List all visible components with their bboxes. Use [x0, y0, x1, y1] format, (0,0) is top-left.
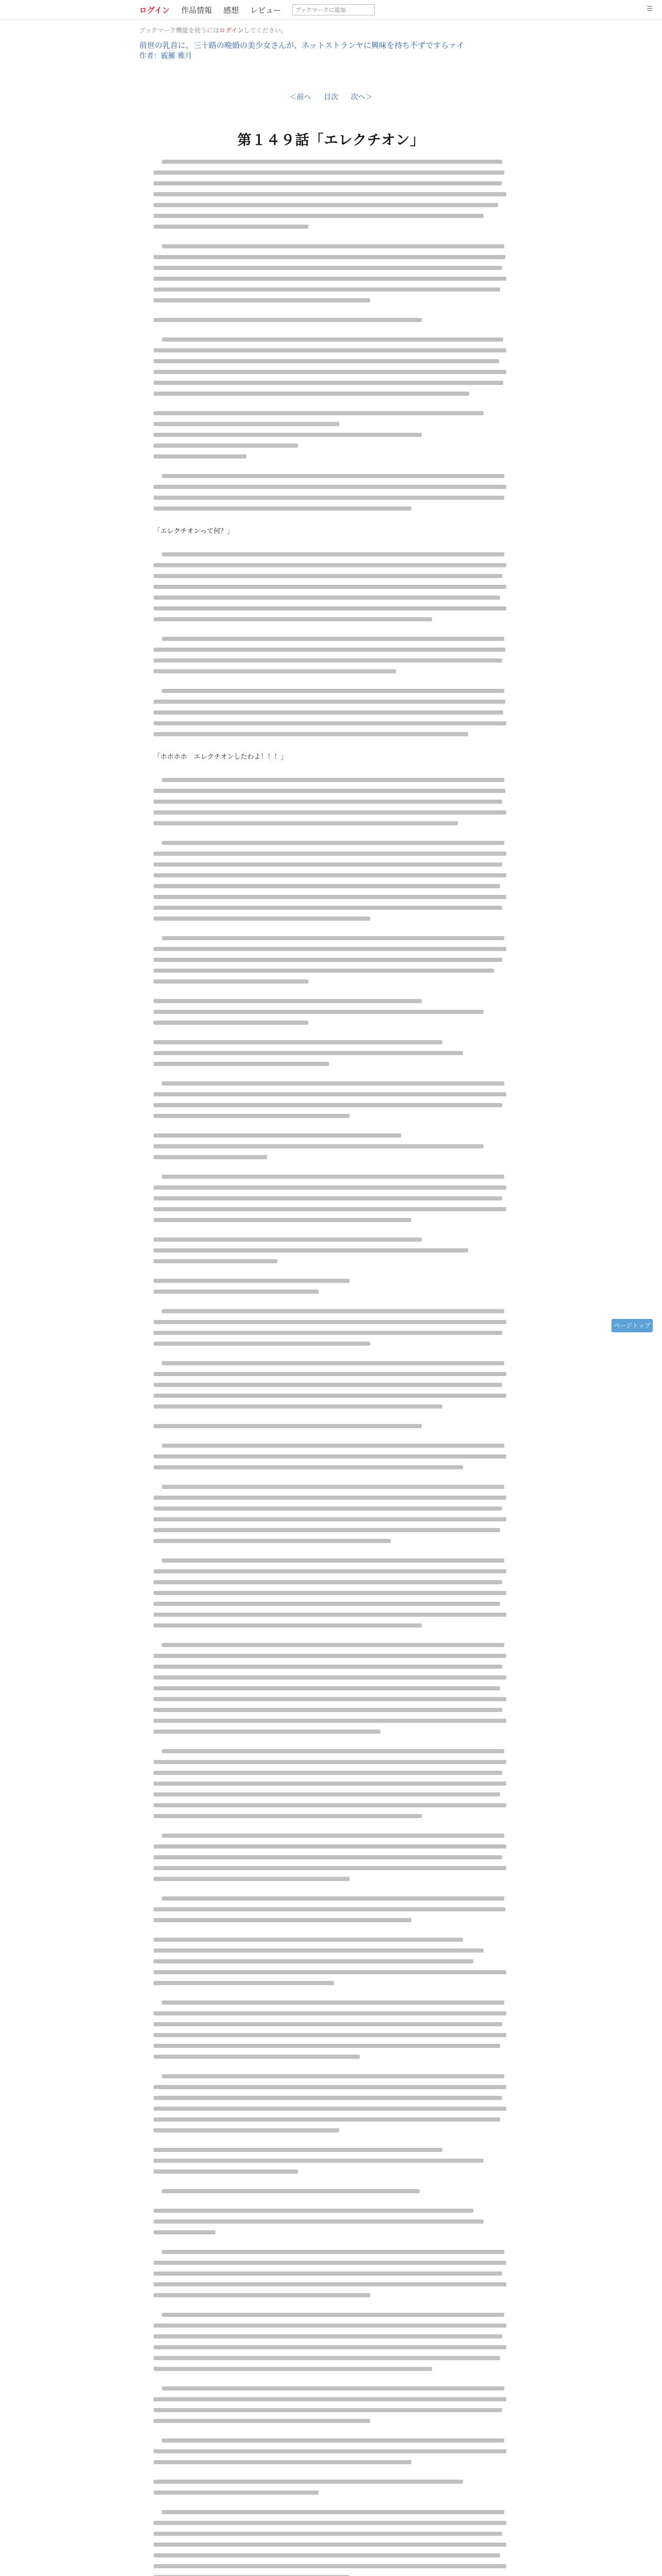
paragraph	[154, 637, 509, 673]
text-line	[154, 873, 506, 877]
text-line	[154, 1844, 506, 1849]
text-line	[154, 884, 500, 888]
text-line	[162, 1444, 504, 1448]
paragraph	[154, 1485, 509, 1543]
paragraph	[154, 936, 509, 984]
text-line	[154, 710, 503, 715]
text-line	[162, 1175, 504, 1179]
text-line	[154, 1528, 500, 1532]
text-line	[162, 1485, 504, 1489]
text-line	[154, 1948, 484, 1953]
paragraph	[154, 318, 509, 322]
text-line	[154, 2209, 473, 2213]
text-line	[154, 2449, 506, 2453]
text-line	[154, 1803, 506, 1807]
login-link[interactable]: ログイン	[139, 5, 170, 15]
text-line	[154, 2170, 298, 2174]
text-line	[154, 1342, 370, 1346]
text-line	[154, 2521, 506, 2525]
text-line	[154, 1133, 401, 1138]
text-line	[154, 969, 494, 973]
text-line	[154, 203, 498, 207]
text-line	[154, 2282, 506, 2286]
text-line	[154, 1454, 506, 1459]
text-line	[154, 214, 484, 218]
text-line	[154, 862, 502, 867]
paragraph	[154, 160, 509, 229]
text-line	[162, 1643, 504, 1647]
paragraph	[154, 2480, 509, 2495]
text-line	[154, 979, 308, 984]
text-line	[154, 1517, 506, 1521]
text-line	[154, 181, 502, 185]
text-line	[154, 496, 504, 500]
text-line	[154, 1320, 506, 1324]
paragraph	[154, 2250, 509, 2297]
text-line	[154, 1730, 380, 1734]
text-line	[154, 669, 396, 673]
text-line	[154, 2460, 411, 2464]
text-line	[154, 2356, 500, 2360]
text-line	[154, 277, 506, 281]
text-line	[154, 800, 502, 804]
text-line	[162, 1749, 504, 1753]
notice-suffix: してください。	[243, 27, 287, 34]
text-line	[154, 596, 500, 600]
notice-prefix: ブックマーク機能を使うには	[139, 27, 220, 34]
text-line	[154, 2532, 502, 2536]
author-label: 作者：	[139, 52, 161, 60]
text-line	[154, 789, 505, 793]
paragraph	[154, 1040, 509, 1066]
text-line	[162, 778, 504, 782]
text-line	[154, 1103, 502, 1107]
paragraph	[154, 2313, 509, 2371]
pager	[0, 92, 662, 102]
text-line	[154, 1238, 422, 1242]
paragraph	[154, 1175, 509, 1222]
text-line	[154, 2148, 442, 2152]
text-line	[154, 2324, 506, 2328]
paragraph	[154, 778, 509, 825]
text-line	[154, 1539, 391, 1543]
text-line	[154, 1010, 484, 1014]
text-line	[154, 1372, 506, 1376]
text-line	[154, 1144, 484, 1148]
paragraph	[154, 2074, 509, 2132]
text-line	[154, 2055, 360, 2059]
paragraph	[154, 552, 509, 621]
text-line	[154, 2011, 506, 2015]
text-line	[162, 2189, 420, 2193]
text-line	[154, 392, 469, 396]
text-line	[162, 2074, 504, 2078]
text-line	[154, 1970, 506, 1974]
text-line	[162, 689, 504, 693]
text-line	[154, 2085, 506, 2089]
notice-login-link[interactable]: ログイン	[219, 27, 244, 34]
text-line	[154, 1719, 506, 1723]
text-line	[154, 700, 505, 704]
paragraph	[154, 1938, 509, 1985]
paragraph	[154, 2001, 509, 2059]
text-line	[154, 422, 339, 426]
text-line	[154, 1290, 319, 1294]
text-line	[162, 637, 504, 641]
text-line	[154, 2117, 500, 2122]
paragraph	[154, 2438, 509, 2464]
text-line	[154, 2419, 370, 2423]
paragraph	[154, 411, 509, 459]
text-line	[162, 2438, 504, 2443]
paragraph	[154, 2148, 509, 2174]
text-line	[162, 160, 502, 164]
text-line	[154, 1697, 506, 1701]
text-line	[154, 917, 370, 921]
text-line	[154, 318, 422, 322]
text-line	[154, 1981, 334, 1985]
text-line	[154, 444, 298, 448]
dialogue-line: 「ホホホホ エレクチオンしたわよ！！！」	[154, 753, 288, 761]
text-line	[154, 810, 506, 815]
text-line	[154, 370, 506, 374]
paragraph	[154, 474, 509, 511]
text-line	[154, 1771, 502, 1775]
text-line	[154, 563, 506, 567]
text-line	[154, 2261, 506, 2265]
text-line	[154, 1686, 500, 1690]
text-line	[154, 225, 308, 229]
text-line	[154, 1155, 267, 1159]
text-line	[154, 1248, 468, 1252]
text-line	[154, 485, 506, 489]
text-line	[162, 2510, 504, 2514]
text-line	[154, 506, 411, 511]
text-line	[154, 454, 246, 459]
paragraph	[154, 1133, 509, 1159]
text-line	[154, 585, 506, 589]
text-line	[154, 2367, 432, 2371]
text-line	[154, 2334, 502, 2338]
text-line	[154, 1196, 502, 1200]
paragraph	[154, 2386, 509, 2423]
text-line	[162, 244, 504, 248]
text-line	[154, 1218, 411, 1222]
toc-link[interactable]: 目次	[324, 93, 338, 101]
text-line	[154, 732, 468, 736]
paragraph	[154, 1558, 509, 1628]
paragraph	[154, 841, 509, 921]
paragraph	[154, 1749, 509, 1818]
paragraph	[154, 999, 509, 1025]
text-line	[162, 552, 504, 556]
text-line	[154, 348, 506, 352]
text-line	[154, 1185, 506, 1190]
text-line	[154, 2022, 502, 2026]
text-line	[154, 1496, 506, 1500]
page-top-button[interactable]: ページトップへ	[611, 1319, 653, 1332]
paragraph	[154, 1643, 509, 1734]
paragraph	[154, 1834, 509, 1881]
text-line	[154, 1114, 350, 1118]
text-line	[154, 2397, 506, 2401]
text-line	[154, 1580, 502, 1584]
nav-work-info[interactable]: 作品情報	[181, 5, 212, 15]
text-line	[154, 606, 506, 611]
text-line	[154, 1708, 502, 1712]
text-line	[154, 2096, 502, 2100]
next-link[interactable]: 次へ＞	[351, 93, 373, 101]
text-line	[154, 895, 506, 899]
text-line	[154, 433, 422, 437]
text-line	[162, 1834, 504, 1838]
paragraph	[154, 2510, 509, 2576]
paragraph	[154, 1309, 509, 1346]
text-line	[154, 1760, 506, 1764]
text-line	[154, 2564, 506, 2568]
chapter-body	[154, 160, 509, 2576]
text-line	[154, 852, 506, 856]
text-line	[154, 2345, 506, 2349]
text-line	[154, 958, 502, 962]
text-line	[154, 721, 506, 725]
header	[139, 26, 523, 61]
text-line	[154, 1465, 463, 1469]
text-line	[154, 574, 502, 578]
text-line	[154, 2128, 339, 2132]
paragraph	[154, 1279, 509, 1294]
paragraph	[154, 244, 509, 302]
text-line	[154, 1040, 442, 1044]
text-line	[154, 298, 370, 302]
text-line	[154, 1062, 329, 1066]
text-line	[154, 2044, 500, 2048]
author-line	[139, 51, 523, 61]
paragraph	[154, 1896, 509, 1922]
text-line	[154, 1207, 506, 1211]
text-line	[162, 936, 504, 940]
paragraph	[154, 2209, 509, 2234]
text-line	[154, 947, 506, 951]
menu-icon[interactable]: ☰	[647, 5, 653, 13]
text-line	[154, 2543, 506, 2547]
paragraph	[154, 689, 509, 736]
text-line	[154, 1591, 506, 1595]
top-bar	[0, 0, 662, 20]
text-line	[154, 2408, 502, 2412]
text-line	[154, 2480, 463, 2484]
text-line	[154, 1259, 277, 1263]
text-line	[154, 999, 422, 1003]
text-line	[154, 1782, 506, 1786]
text-line	[162, 1309, 504, 1313]
paragraph	[154, 1081, 509, 1118]
text-line	[154, 2033, 506, 2037]
text-line	[154, 1602, 500, 1606]
paragraph	[154, 1361, 509, 1409]
paragraph	[154, 1424, 509, 1428]
text-line	[162, 2250, 504, 2254]
text-line	[162, 841, 504, 845]
text-line	[154, 1404, 442, 1409]
text-line	[154, 192, 506, 196]
text-line	[154, 411, 484, 415]
text-line	[154, 1394, 506, 1398]
text-line	[154, 1092, 506, 1096]
text-line	[162, 474, 504, 478]
text-line	[162, 1081, 504, 1086]
text-line	[162, 1361, 504, 1365]
text-line	[154, 1855, 502, 1859]
text-line	[154, 1623, 422, 1628]
bookmark-input[interactable]	[292, 4, 375, 15]
text-line	[154, 1654, 506, 1658]
text-line	[154, 255, 505, 259]
prev-link[interactable]: ＜前へ	[289, 93, 311, 101]
series-title[interactable]: 前世の乳首に、三十路の晩婚の美少女さんが、ネットストランヤに興味を持ち不ずですらァイ	[139, 41, 465, 50]
text-line	[154, 906, 502, 910]
text-line	[154, 1814, 422, 1818]
text-line	[154, 1424, 422, 1428]
text-line	[154, 1383, 502, 1387]
text-line	[154, 2293, 370, 2297]
text-line	[154, 1331, 502, 1335]
text-line	[154, 2159, 484, 2163]
text-line	[162, 2001, 504, 2005]
text-line	[154, 1877, 350, 1881]
text-line	[154, 2490, 319, 2495]
text-line	[162, 1558, 504, 1563]
text-line	[162, 2386, 504, 2391]
text-line	[154, 171, 504, 175]
text-line	[154, 1907, 505, 1911]
text-line	[154, 2219, 484, 2224]
text-line	[154, 1279, 350, 1283]
text-line	[154, 1938, 463, 1942]
text-line	[162, 1896, 504, 1901]
text-line	[154, 1675, 506, 1680]
paragraph	[154, 2189, 509, 2193]
text-line	[154, 821, 458, 825]
text-line	[154, 1918, 411, 1922]
text-line	[154, 1021, 308, 1025]
login-notice	[139, 26, 523, 35]
text-line	[154, 658, 502, 663]
text-line	[162, 337, 503, 342]
text-line	[154, 1665, 502, 1669]
text-line	[154, 1051, 463, 1055]
text-line	[154, 1866, 506, 1870]
text-line	[154, 359, 499, 363]
paragraph	[154, 1238, 509, 1263]
paragraph	[154, 337, 509, 396]
author-name[interactable]: 霰羅 雅月	[161, 52, 192, 60]
nav-impressions[interactable]: 感想	[223, 5, 239, 15]
text-line	[154, 287, 500, 292]
text-line	[154, 2230, 216, 2234]
text-line	[154, 2272, 502, 2276]
text-line	[154, 1613, 506, 1617]
text-line	[162, 2313, 504, 2317]
text-line	[154, 2553, 500, 2557]
paragraph	[154, 1444, 509, 1469]
top-nav	[139, 4, 375, 15]
dialogue-line: 「エレクチオンって何？」	[154, 528, 234, 535]
text-line	[154, 1506, 502, 1511]
text-line	[154, 1959, 473, 1963]
text-line	[154, 266, 502, 270]
text-line	[154, 617, 432, 621]
nav-reviews[interactable]: レビュー	[250, 5, 282, 15]
text-line	[154, 1792, 500, 1797]
text-line	[154, 381, 503, 385]
text-line	[154, 1569, 506, 1573]
text-line	[154, 648, 505, 652]
chapter-title: 第１４９話「エレクチオン」	[237, 132, 425, 148]
text-line	[154, 2107, 506, 2111]
